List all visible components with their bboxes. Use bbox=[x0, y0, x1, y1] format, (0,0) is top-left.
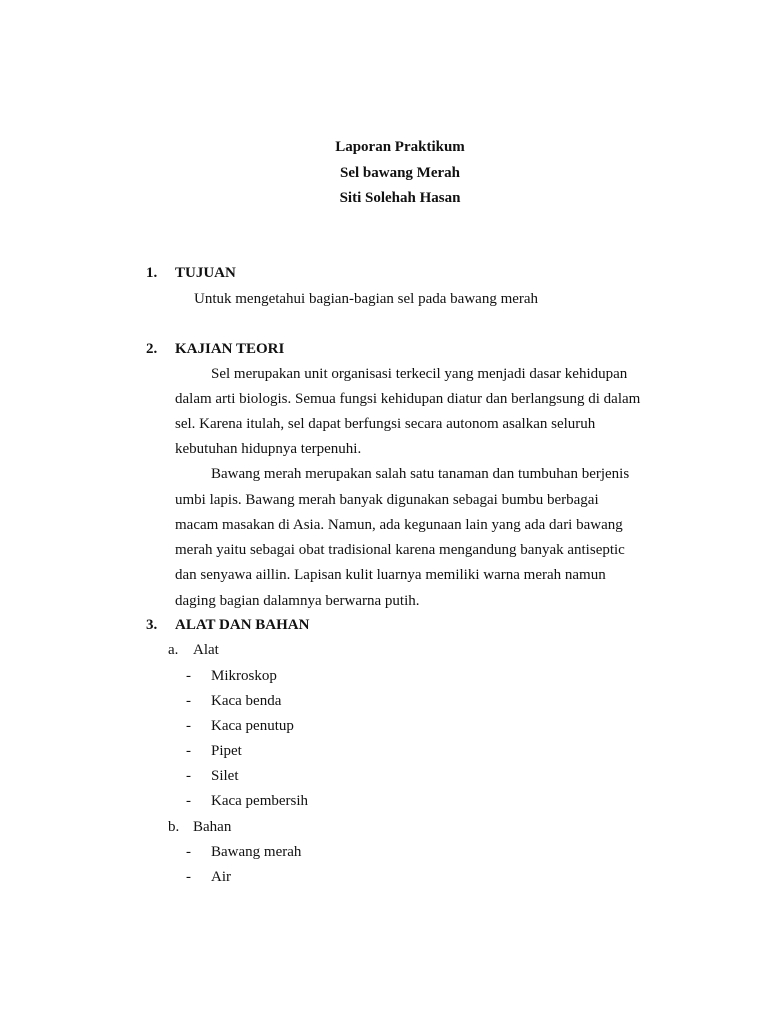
section-1-number: 1. bbox=[146, 265, 158, 281]
section-2-number: 2. bbox=[146, 341, 158, 357]
paragraph-line: sel. Karena itulah, sel dapat berfungsi secara autonom asalkan seluruh bbox=[175, 416, 596, 432]
list-bullet: - bbox=[186, 668, 191, 684]
list-item-alat: Kaca benda bbox=[211, 693, 282, 709]
list-bullet: - bbox=[186, 869, 191, 885]
subsection-b-label: Bahan bbox=[193, 819, 232, 835]
report-subtitle: Sel bawang Merah bbox=[340, 165, 460, 181]
paragraph-line: Sel merupakan unit organisasi terkecil yang menjadi dasar kehidupan bbox=[211, 366, 628, 382]
paragraph-line: merah yaitu sebagai obat tradisional karena mengandung banyak antiseptic bbox=[175, 542, 625, 558]
section-3-number: 3. bbox=[146, 617, 158, 633]
paragraph-line: daging bagian dalamnya berwarna putih. bbox=[175, 593, 420, 609]
report-title: Laporan Praktikum bbox=[335, 139, 465, 155]
paragraph-line: kebutuhan hidupnya terpenuhi. bbox=[175, 441, 362, 457]
paragraph-line: dan senyawa aillin. Lapisan kulit luarnya memiliki warna merah namun bbox=[175, 567, 606, 583]
list-bullet: - bbox=[186, 844, 191, 860]
list-item-alat: Pipet bbox=[211, 743, 242, 759]
list-item-alat: Mikroskop bbox=[211, 668, 277, 684]
section-2-heading: KAJIAN TEORI bbox=[175, 341, 285, 357]
list-item-alat: Kaca pembersih bbox=[211, 793, 309, 809]
list-bullet: - bbox=[186, 793, 191, 809]
list-item-bahan: Bawang merah bbox=[211, 844, 302, 860]
list-item-alat: Kaca penutup bbox=[211, 718, 294, 734]
list-bullet: - bbox=[186, 768, 191, 784]
subsection-a-label: Alat bbox=[193, 642, 219, 658]
list-item-bahan: Air bbox=[211, 869, 231, 885]
section-1-heading: TUJUAN bbox=[175, 265, 236, 281]
paragraph-line: macam masakan di Asia. Namun, ada kegunaan lain yang ada dari bawang bbox=[175, 517, 623, 533]
report-author: Siti Solehah Hasan bbox=[339, 190, 461, 206]
list-bullet: - bbox=[186, 743, 191, 759]
subsection-b-marker: b. bbox=[168, 819, 180, 835]
list-bullet: - bbox=[186, 718, 191, 734]
paragraph-line: Bawang merah merupakan salah satu tanaman dan tumbuhan berjenis bbox=[211, 466, 630, 482]
list-bullet: - bbox=[186, 693, 191, 709]
subsection-a-marker: a. bbox=[168, 642, 179, 658]
section-1-text: Untuk mengetahui bagian-bagian sel pada bawang merah bbox=[194, 291, 539, 307]
paragraph-line: umbi lapis. Bawang merah banyak digunakan sebagai bumbu berbagai bbox=[175, 492, 599, 508]
paragraph-line: dalam arti biologis. Semua fungsi kehidupan diatur dan berlangsung di dalam bbox=[175, 391, 641, 407]
section-3-heading: ALAT DAN BAHAN bbox=[175, 617, 310, 633]
list-item-alat: Silet bbox=[211, 768, 239, 784]
